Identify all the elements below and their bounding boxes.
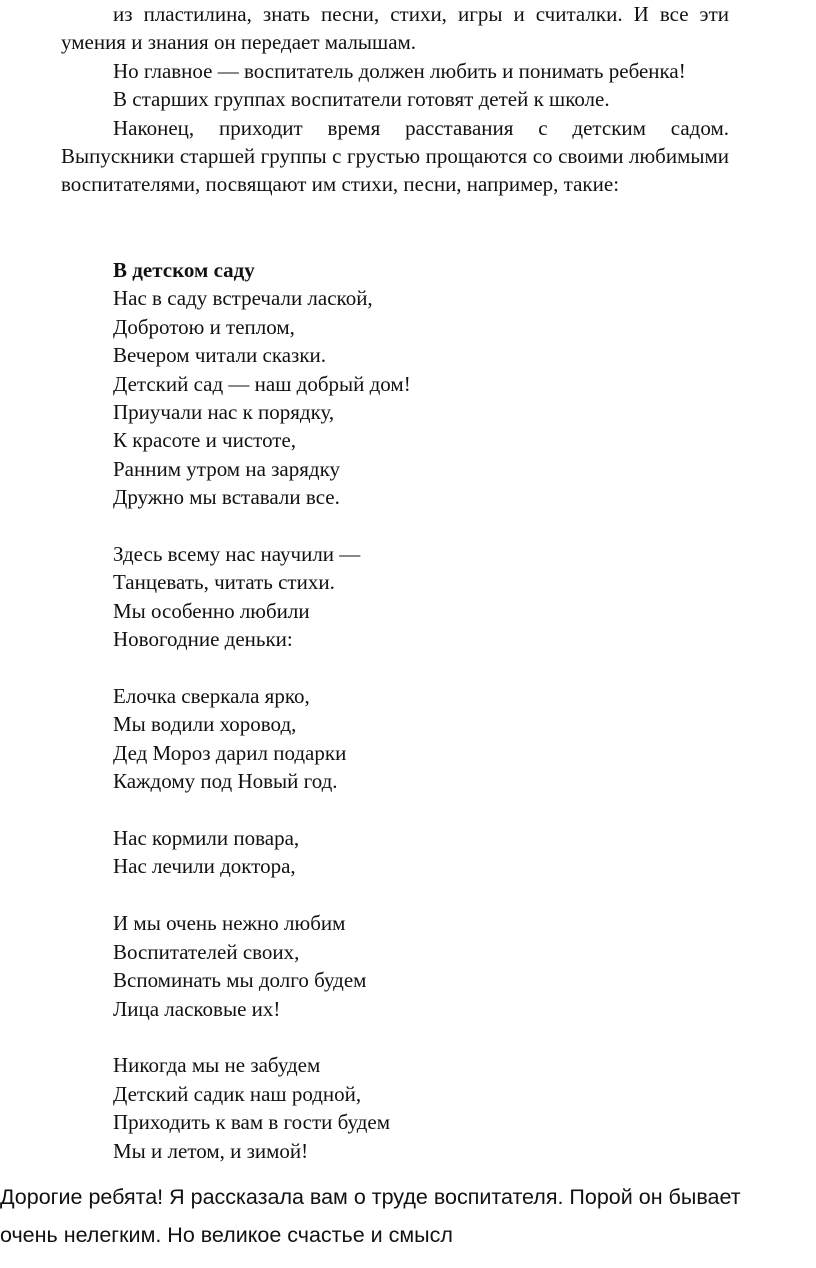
poem-line: Детский сад — наш добрый дом! xyxy=(113,371,411,396)
poem-line: Дед Мороз дарил подарки xyxy=(113,740,347,765)
poem-line: Приходить к вам в гости будем xyxy=(113,1110,390,1135)
poem-line: Добротою и теплом, xyxy=(113,314,295,339)
poem-line: Мы особенно любили xyxy=(113,598,310,623)
paragraph: из пластилина, знать песни, стихи, игры и считалки. И все эти умения и знания он передает малышам. xyxy=(61,2,729,55)
poem-stanza xyxy=(113,284,411,511)
poem-line: Новогодние деньки: xyxy=(113,627,293,652)
poem-line: Вечером читали сказки. xyxy=(113,343,327,368)
paragraph: Наконец, приходит время расставания с детским садом. Выпускники старшей группы с грустью прощаются со своими любимыми воспитателями, посвящают им стихи, песни, например, такие: xyxy=(61,115,729,197)
poem-line: Детский садик наш родной, xyxy=(113,1081,362,1106)
poem-line: Каждому под Новый год. xyxy=(113,769,338,794)
poem-line: Никогда мы не забудем xyxy=(113,1053,321,1078)
poem-line: К красоте и чистоте, xyxy=(113,428,297,453)
poem-stanza xyxy=(113,909,411,1023)
poem-line: Мы водили хоровод, xyxy=(113,712,297,737)
paragraph: Но главное — воспитатель должен любить и понимать ребенка! xyxy=(113,58,686,83)
closing-text xyxy=(0,1178,816,1254)
poem-line: Воспитателей своих, xyxy=(113,939,300,964)
poem-line: Нас лечили доктора, xyxy=(113,854,296,879)
intro-text xyxy=(61,0,729,199)
poem-stanza xyxy=(113,824,411,881)
poem-stanza xyxy=(113,682,411,796)
poem-line: Мы и летом, и зимой! xyxy=(113,1138,309,1163)
poem-line: Приучали нас к порядку, xyxy=(113,400,335,425)
poem-line: Лица ласковые их! xyxy=(113,996,281,1021)
poem-line: Танцевать, читать стихи. xyxy=(113,570,335,595)
closing-line: очень нелегким. Но великое счастье и смысл xyxy=(0,1223,453,1247)
poem-stanza xyxy=(113,1051,411,1165)
poem-line: Елочка сверкала ярко, xyxy=(113,684,310,709)
poem-line: Ранним утром на зарядку xyxy=(113,456,341,481)
poem-line: Дружно мы вставали все. xyxy=(113,485,340,510)
poem-line: Нас кормили повара, xyxy=(113,826,300,851)
poem-line: Вспоминать мы долго будем xyxy=(113,968,367,993)
closing-line: Дорогие ребята! Я рассказала вам о труде воспитателя. Порой он бывает xyxy=(0,1185,741,1209)
poem-title: В детском саду xyxy=(113,258,255,282)
paragraph: В старших группах воспитатели готовят детей к школе. xyxy=(113,87,610,112)
poem-stanza xyxy=(113,540,411,654)
poem xyxy=(113,256,411,1165)
poem-line: Нас в саду встречали лаской, xyxy=(113,286,373,311)
poem-line: Здесь всему нас научили — xyxy=(113,542,361,567)
poem-line: И мы очень нежно любим xyxy=(113,911,346,936)
